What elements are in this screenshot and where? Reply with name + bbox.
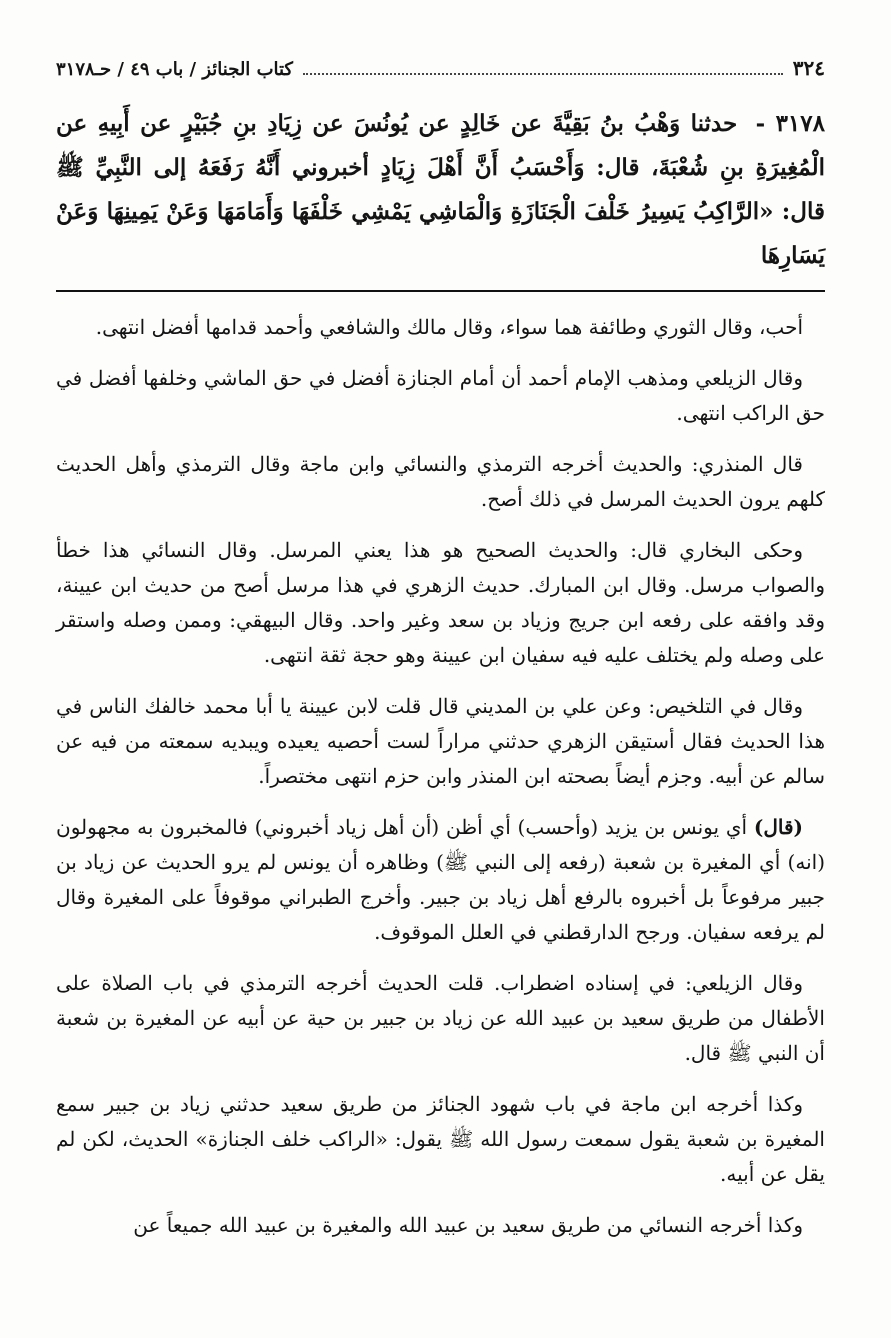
commentary	[56, 310, 825, 1243]
commentary-text: وقال الزيلعي ومذهب الإمام أحمد أن أمام الجنازة أفضل في حق الماشي وخلفها أفضل في حق الراكب انتهى.	[56, 366, 825, 425]
commentary-paragraph	[56, 1208, 825, 1243]
separator-rule	[56, 290, 825, 292]
page-header	[56, 56, 825, 92]
page-number: ٣٢٤	[792, 56, 825, 80]
commentary-paragraph	[56, 810, 825, 950]
commentary-text: وقال الزيلعي: في إسناده اضطراب. قلت الحديث أخرجه الترمذي في باب الصلاة على الأطفال من طريق سعيد بن عبيد الله عن زياد بن جبير بن حية عن أبيه عن المغيرة بن شعبة أن النبي ﷺ قال.	[56, 971, 825, 1065]
commentary-paragraph	[56, 1087, 825, 1192]
commentary-paragraph	[56, 447, 825, 517]
commentary-text: وكذا أخرجه ابن ماجة في باب شهود الجنائز من طريق سعيد حدثني زياد بن جبير سمع المغيرة بن شعبة يقول سمعت رسول الله ﷺ يقول: «الراكب خلف الجنازة» الحديث، لكن لم يقل عن أبيه.	[56, 1092, 825, 1186]
commentary-paragraph	[56, 966, 825, 1071]
commentary-text: وكذا أخرجه النسائي من طريق سعيد بن عبيد الله والمغيرة بن عبيد الله جميعاً عن	[133, 1213, 803, 1237]
commentary-paragraph	[56, 533, 825, 673]
commentary-text: وحكى البخاري قال: والحديث الصحيح هو هذا يعني المرسل. وقال النسائي هذا خطأ والصواب مرسل. وقال ابن المبارك. حديث الزهري في هذا مرسل أصح من حديث ابن عيينة، وقد وافقه على رفعه ابن جريج وزياد بن سعد وغير واحد. وقال البيهقي: وممن وصله واستقر على وصله ولم يختلف عليه فيه سفيان ابن عيينة وهو حجة ثقة انتهى.	[56, 538, 825, 667]
commentary-text: أي يونس بن يزيد (وأحسب) أي أظن (أن أهل زياد أخبروني) فالمخبرون به مجهولون (انه) أي المغيرة بن شعبة (رفعه إلى النبي ﷺ) وظاهره أن يونس لم يرو الحديث عن زياد بن جبير مرفوعاً بل أخبروه بالرفع أهل زياد بن جبير. وأخرج الطبراني موقوفاً على المغيرة وقال لم يرفعه سفيان. ورجح الدارقطني في العلل الموقوف.	[56, 815, 825, 944]
running-title: كتاب الجنائز / باب ٤٩ / حـ٣١٧٨	[56, 59, 294, 80]
commentary-paragraph	[56, 361, 825, 431]
header-dotted-leader	[303, 61, 783, 75]
commentary-paragraph	[56, 689, 825, 794]
commentary-paragraph	[56, 310, 825, 345]
commentary-lead: (قال)	[753, 815, 803, 839]
hadith-body: حدثنا وَهْبُ بنُ بَقِيَّةَ عن خَالِدٍ عن يُونُسَ عن زِيَادِ بنِ جُبَيْرٍ عن أَبِيهِ عن الْمُغِيرَةِ بنِ شُعْبَةَ، قال: وَأَحْسَبُ أَنَّ أَهْلَ زِيَادٍ أخبروني أَنَّهُ رَفَعَهُ إلى النَّبِيِّ ﷺ قال: «الرَّاكِبُ يَسِيرُ خَلْفَ الْجَنَازَةِ وَالْمَاشِي يَمْشِي خَلْفَهَا وَأَمَامَهَا وَعَنْ يَمِينِهَا وَعَنْ يَسَارِهَا	[56, 110, 826, 269]
commentary-text: أحب، وقال الثوري وطائفة هما سواء، وقال مالك والشافعي وأحمد قدامها أفضل انتهى.	[95, 315, 803, 339]
hadith-text	[56, 102, 825, 278]
commentary-text: وقال في التلخيص: وعن علي بن المديني قال قلت لابن عيينة يا أبا محمد خالفك الناس في هذا الحديث فقال أستيقن الزهري حدثني مراراً لست أحصيه يعيده ويبديه سمعته من فيه عن سالم عن أبيه. وجزم أيضاً بصحته ابن المنذر وابن حزم انتهى مختصراً.	[56, 694, 825, 788]
commentary-text: قال المنذري: والحديث أخرجه الترمذي والنسائي وابن ماجة وقال الترمذي وأهل الحديث كلهم يرون الحديث المرسل في ذلك أصح.	[56, 452, 825, 511]
hadith-number: ٣١٧٨ -	[755, 110, 825, 137]
